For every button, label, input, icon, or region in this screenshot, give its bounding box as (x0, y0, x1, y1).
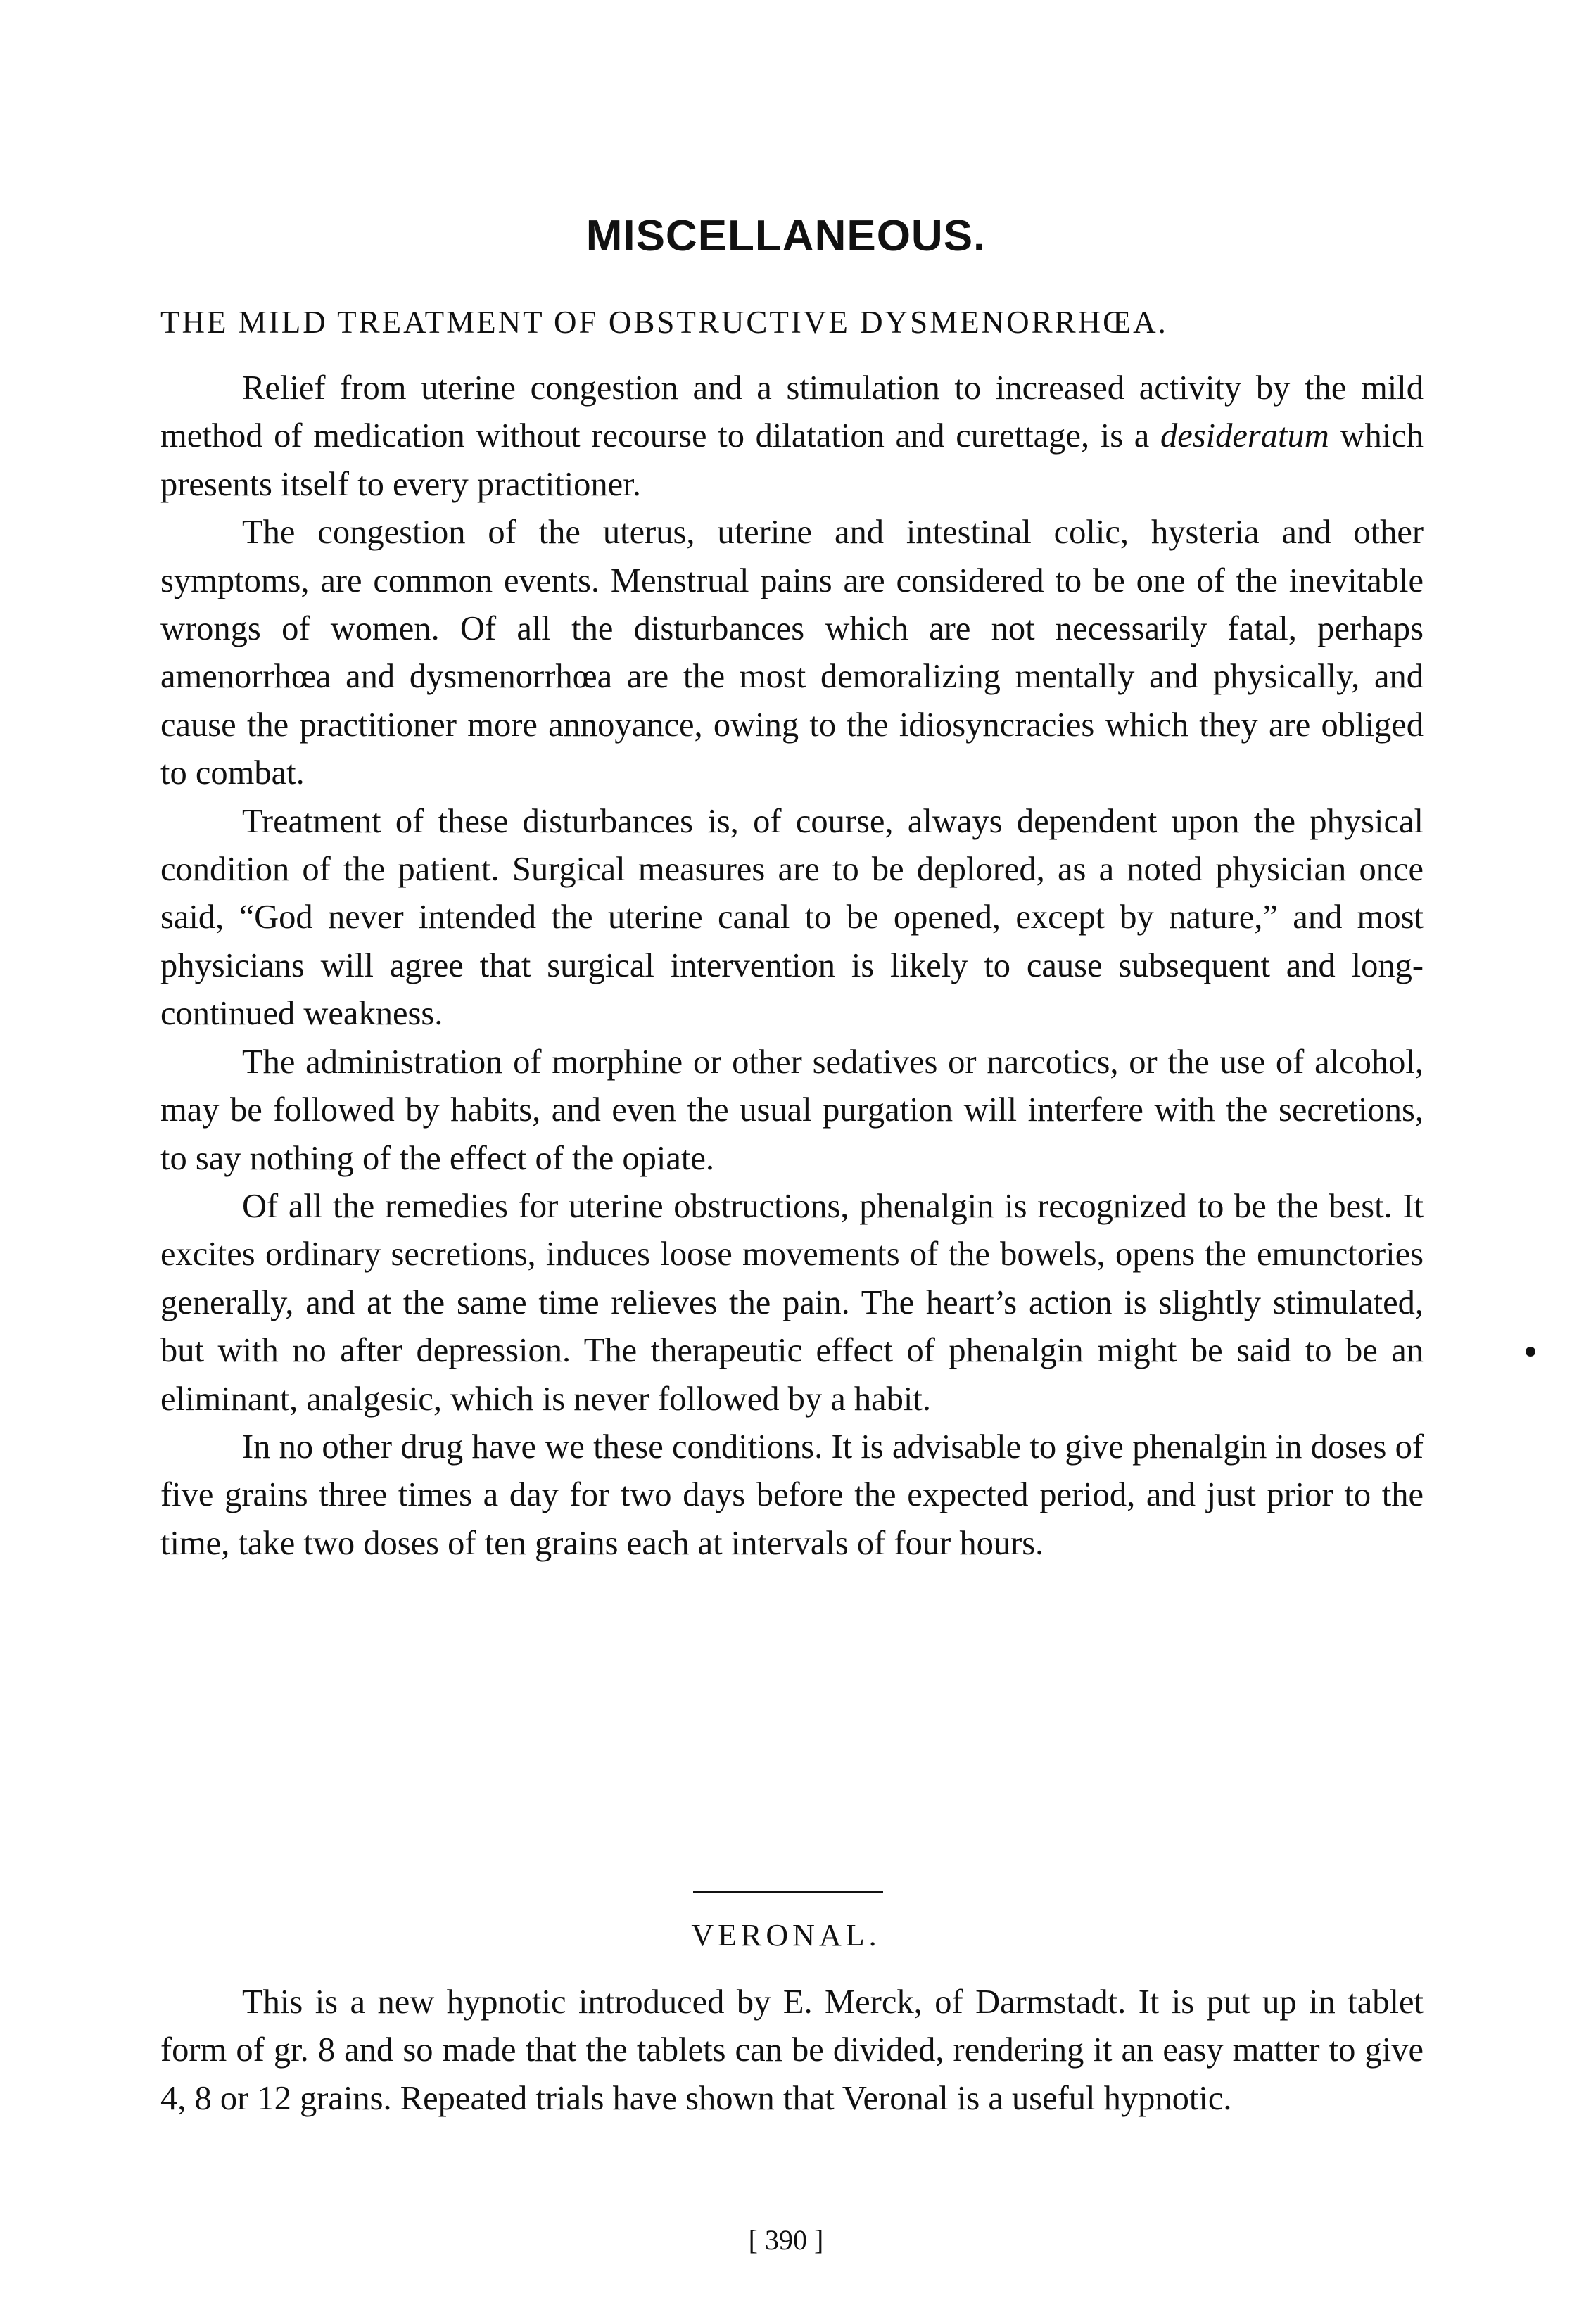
paragraph-2: The congestion of the uterus, uterine and intestinal colic, hysteria and other symptoms, are common events. Menstrual pains are considered to be one of the inevitable wrongs of women. Of all the disturbances which are not necessarily fatal, perhaps amenorrhœa and dysmenorrhœa are the most demoralizing mentally and physically, and cause the practitioner more annoyance, owing to the idiosyncracies which they are obliged to combat. (160, 514, 1424, 792)
page-heading: MISCELLANEOUS. (585, 212, 987, 260)
veronal-body (160, 1979, 1424, 2123)
veronal-paragraph: This is a new hypnotic introduced by E. Merck, of Darmstadt. It is put up in tablet form of gr. 8 and so made that the tablets can be divided, rendering it an easy matter to give 4, 8 or 12 grains. Repeated trials have shown that Veronal is a useful hypnotic. (160, 1983, 1424, 2117)
paragraph-1-text-end: which presents itself to every practitioner. (160, 417, 1424, 503)
paragraph-3: Treatment of these disturbances is, of course, always dependent upon the physical condition of the patient. Surgical measures are to be deplored, as a noted physician once said, “God never intended the uterine canal to be opened, except by nature,” and most physicians will agree that surgical intervention is likely to cause subsequent and long-continued weakness. (160, 802, 1424, 1033)
article-title: THE MILD TREATMENT OF OBSTRUCTIVE DYSMENORRHŒA. (160, 305, 1168, 340)
paragraph-1-text-start: Relief from uterine congestion and a stimulation to increased activity by the mild method of medication without recourse to dilatation and curettage, is a (160, 369, 1424, 455)
section-title-veronal: VERONAL. (691, 1918, 881, 1952)
paragraph-6: In no other drug have we these conditions. It is advisable to give phenalgin in doses of five grains three times a day for two days before the expected period, and just prior to the time, take two doses of ten grains each at intervals of four hours. (160, 1428, 1424, 1562)
article-body (160, 364, 1424, 1568)
paragraph-4: The administration of morphine or other sedatives or narcotics, or the use of alcohol, may be followed by habits, and even the usual purgation will interfere with the secretions, to say nothing of the effect of the opiate. (160, 1043, 1424, 1177)
paragraph-5: Of all the remedies for uterine obstructions, phenalgin is recognized to be the best. It excites ordinary secretions, induces loose movements of the bowels, opens the emunctories generally, and at the same time relieves the pain. The heart’s action is slightly stimulated, but with no after depression. The therapeutic effect of phenalgin might be said to be an eliminant, analgesic, which is never followed by a habit. (160, 1187, 1424, 1418)
section-divider (693, 1891, 883, 1893)
paragraph-1 (160, 364, 1424, 509)
scan-speck-mark (1526, 1347, 1535, 1357)
page-number: [ 390 ] (748, 2224, 824, 2256)
paragraph-1-emphasis: desideratum (1160, 417, 1329, 455)
